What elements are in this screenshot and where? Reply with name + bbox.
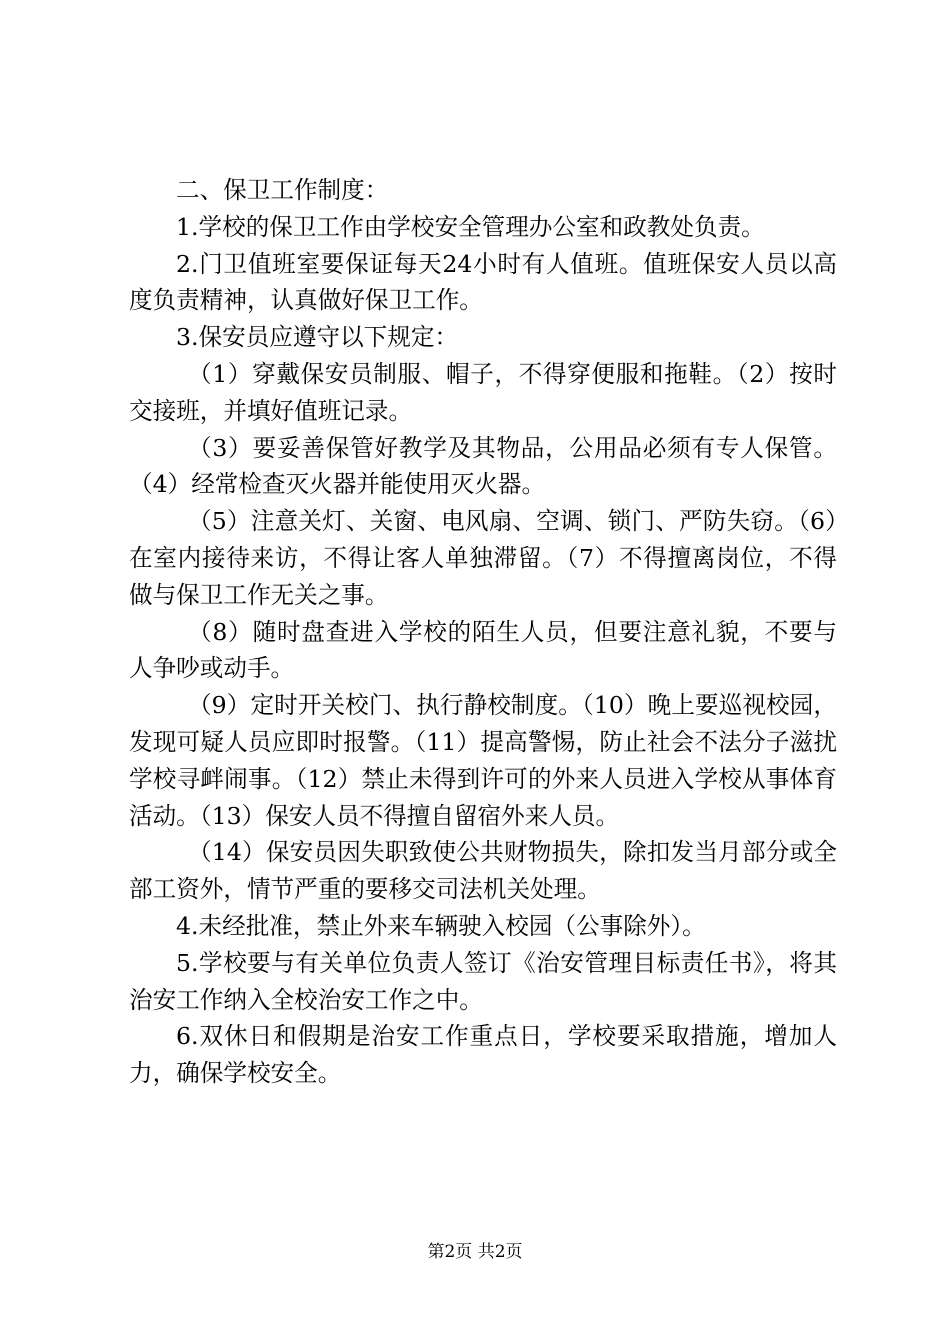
rule-paragraph: 6.双休日和假期是治安工作重点日，学校要采取措施，增加人力，确保学校安全。 [129, 1022, 837, 1088]
sub-rule-paragraph: （3）要妥善保管好教学及其物品，公用品必须有专人保管。（4）经常检查灭火器并能使用灭火器。 [129, 433, 837, 499]
sub-rule-paragraph: （5）注意关灯、关窗、电风扇、空调、锁门、严防失窃。（6）在室内接待来访，不得让客人单独滞留。（7）不得擅离岗位，不得做与保卫工作无关之事。 [129, 507, 837, 609]
rule-paragraph: 3.保安员应遵守以下规定： [176, 323, 459, 352]
section-heading: 二、保卫工作制度： [176, 176, 389, 204]
sub-rule-paragraph: （8）随时盘查进入学校的陌生人员，但要注意礼貌，不要与人争吵或动手。 [129, 617, 837, 683]
rule-paragraph: 4.未经批准，禁止外来车辆驶入校园（公事除外）。 [176, 911, 706, 940]
sub-rule-paragraph: （14）保安员因失职致使公共财物损失，除扣发当月部分或全部工资外，情节严重的要移交司法机关处理。 [129, 838, 837, 904]
document-body [129, 172, 837, 1092]
rule-paragraph: 5.学校要与有关单位负责人签订《治安管理目标责任书》，将其治安工作纳入全校治安工作之中。 [129, 948, 837, 1014]
sub-rule-paragraph: （1）穿戴保安员制服、帽子，不得穿便服和拖鞋。（2）按时交接班，并填好值班记录。 [129, 359, 837, 425]
page-number-footer: 第2页 共2页 [427, 1242, 523, 1262]
rule-paragraph: 2.门卫值班室要保证每天24小时有人值班。值班保安人员以高度负责精神，认真做好保卫工作。 [129, 249, 837, 315]
rule-paragraph: 1.学校的保卫工作由学校安全管理办公室和政教处负责。 [176, 212, 765, 241]
sub-rule-paragraph: （9）定时开关校门、执行静校制度。（10）晚上要巡视校园，发现可疑人员应即时报警。（11）提高警惕，防止社会不法分子滋扰学校寻衅闹事。（12）禁止未得到许可的外来人员进入学校从事体育活动。（13）保安人员不得擅自留宿外来人员。 [129, 691, 837, 830]
